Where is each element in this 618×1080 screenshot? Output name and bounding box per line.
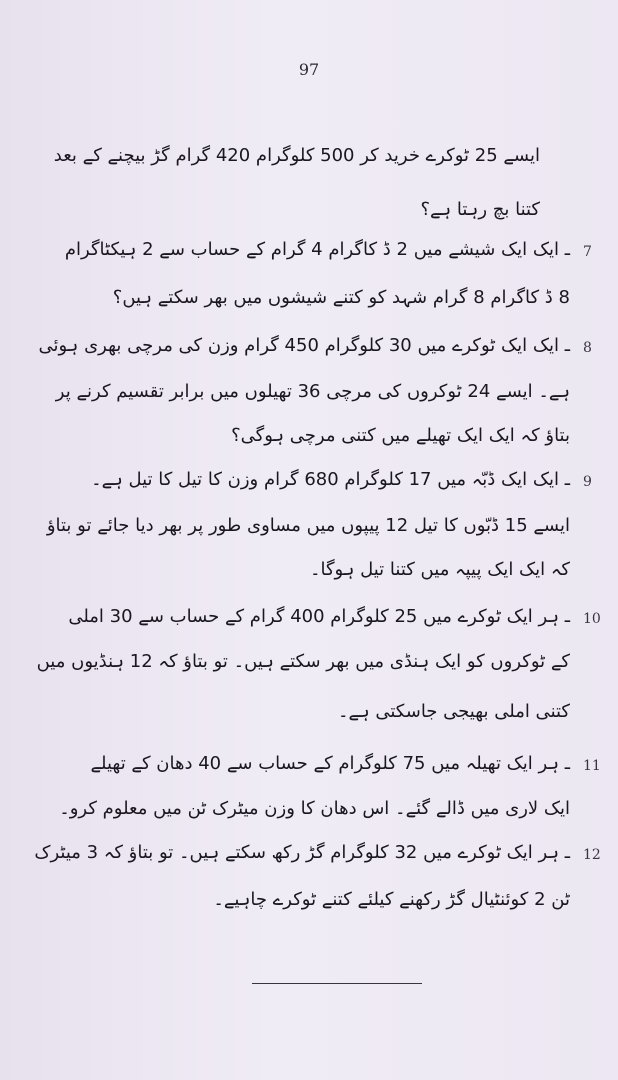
problem-number: 7 — [583, 244, 592, 260]
problem-line: ایسے 15 ڈبّوں کا تیل 12 پیپوں میں مساوی طور پر بھر دیا جائے تو بتاؤ — [46, 515, 570, 536]
problem-number: 10 — [583, 611, 601, 627]
intro-line: ایسے 25 ٹوکرے خرید کر 500 کلوگرام 420 گرام گڑ بیچنے کے بعد — [53, 145, 540, 166]
problem-line: ہے۔ ایسے 24 ٹوکروں کی مرچی 36 تھیلوں میں برابر تقسیم کرنے پر — [55, 381, 570, 402]
section-divider — [252, 983, 422, 984]
problem-line: ـ ہر ایک ٹوکرے میں 25 کلوگرام 400 گرام کے حساب سے 30 املی — [68, 606, 570, 627]
problem-line: ـ ہر ایک تھیلہ میں 75 کلوگرام کے حساب سے 40 دھان کے تھیلے — [90, 753, 570, 774]
problem-line: 8 ڈ کاگرام 8 گرام شہد کو کتنے شیشوں میں بھر سکتے ہیں؟ — [112, 287, 570, 308]
page-number: 97 — [298, 60, 320, 79]
problem-line: ـ ایک ایک ٹوکرے میں 30 کلوگرام 450 گرام وزن کی مرچی بھری ہوئی — [38, 335, 570, 356]
problem-line: ـ ہر ایک ٹوکرے میں 32 کلوگرام گڑ رکھ سکتے ہیں۔ تو بتاؤ کہ 3 میٹرک — [34, 842, 570, 863]
problem-line: کتنی املی بھیجی جاسکتی ہے۔ — [338, 701, 570, 722]
problem-number: 11 — [583, 758, 601, 774]
problem-number: 9 — [583, 474, 592, 490]
problem-line: ـ ایک ایک شیشے میں 2 ڈ کاگرام 4 گرام کے حساب سے 2 ہیکٹاگرام — [64, 239, 570, 260]
problem-line: بتاؤ کہ ایک ایک تھیلے میں کتنی مرچی ہوگی؟ — [231, 425, 570, 446]
problem-line: ـ ایک ایک ڈبّہ میں 17 کلوگرام 680 گرام وزن کا تیل کا تیل ہے۔ — [91, 469, 570, 490]
problem-line: کے ٹوکروں کو ایک ہنڈی میں بھر سکتے ہیں۔ تو بتاؤ کہ 12 ہنڈیوں میں — [36, 651, 570, 672]
problem-line: کہ ایک ایک پیپہ میں کتنا تیل ہوگا۔ — [309, 559, 570, 580]
problem-number: 8 — [583, 340, 592, 356]
intro-line: کتنا بچ رہتا ہے؟ — [420, 199, 540, 220]
problem-number: 12 — [583, 847, 601, 863]
problem-line: ایک لاری میں ڈالے گئے۔ اس دھان کا وزن میٹرک ٹن میں معلوم کرو۔ — [59, 798, 570, 819]
problem-line: ٹن 2 کوئنٹیال گڑ رکھنے کیلئے کتنے ٹوکرے چاہیے۔ — [213, 889, 570, 910]
